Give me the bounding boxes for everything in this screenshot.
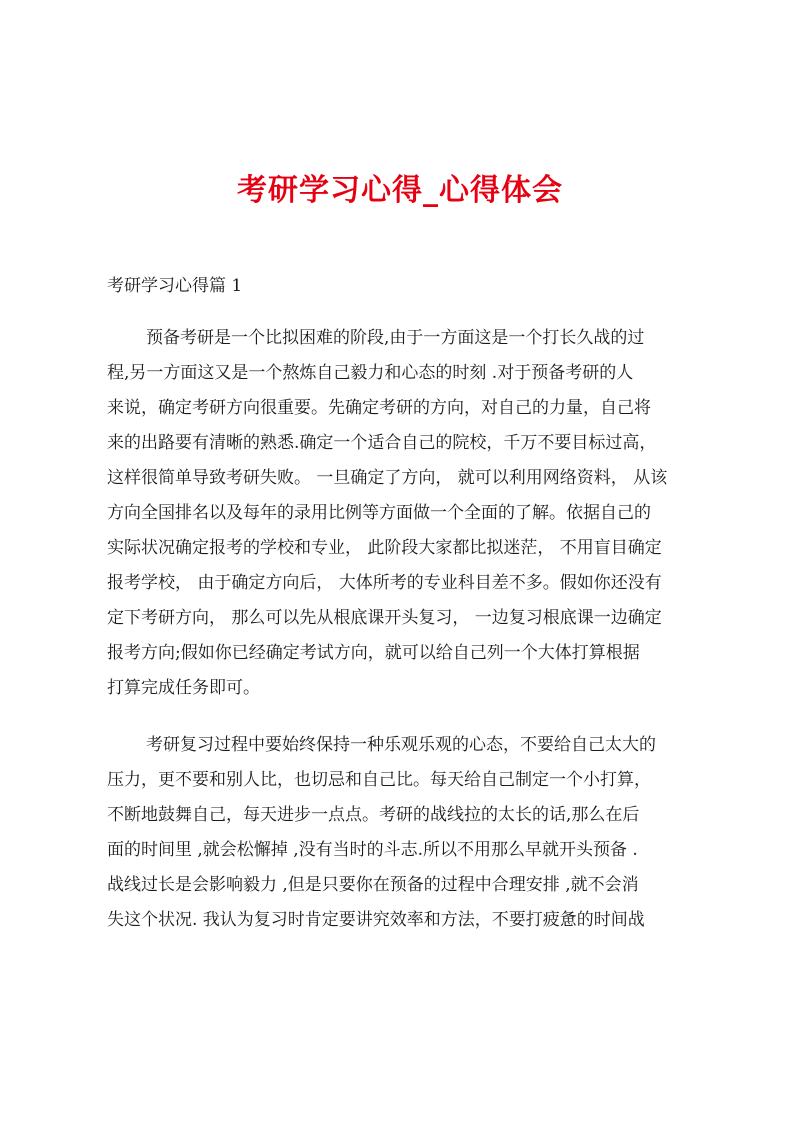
paragraph-line: 报考方向;假如你已经确定考试方向，就可以给自己列一个大体打算根据 xyxy=(107,643,640,663)
paragraph-line: 面的时间里 ,就会松懈掉 ,没有当时的斗志.所以不用那么早就开头预备 . xyxy=(107,840,638,860)
paragraph-line: 战线过长是会影响毅力 ,但是只要你在预备的过程中合理安排 ,就不会消 xyxy=(107,875,639,895)
paragraph-line: 压力，更不要和别人比，也切忌和自己比。每天给自己制定一个小打算， xyxy=(107,770,651,790)
section-heading: 考研学习心得篇 1 xyxy=(107,276,243,296)
paragraph-line: 预备考研是一个比拟困难的阶段,由于一方面这是一个打长久战的过 xyxy=(146,328,645,348)
paragraph-line: 失这个状况. 我认为复习时肯定要讲究效率和方法，不要打疲惫的时间战 xyxy=(107,910,645,930)
paragraph-line: 打算完成任务即可。 xyxy=(107,678,260,698)
paragraph-line: 来说，确定考研方向很重要。先确定考研的方向，对自己的力量，自己将 xyxy=(107,398,651,418)
paragraph-line: 程,另一方面这又是一个熬炼自己毅力和心态的时刻 .对于预备考研的人 xyxy=(107,363,634,383)
paragraph-line: 定下考研方向， 那么可以先从根底课开头复习， 一边复习根底课一边确定 xyxy=(107,608,662,628)
document-title: 考研学习心得_心得体会 xyxy=(237,173,563,208)
paragraph-line: 考研复习过程中要始终保持一种乐观乐观的心态，不要给自己太大的 xyxy=(146,735,656,755)
paragraph-line: 不断地鼓舞自己，每天进步一点点。考研的战线拉的太长的话,那么在后 xyxy=(107,805,640,825)
paragraph-line: 这样很简单导致考研失败。 一旦确定了方向， 就可以利用网络资料， 从该 xyxy=(107,468,668,488)
paragraph-line: 实际状况确定报考的学校和专业， 此阶段大家都比拟迷茫， 不用盲目确定 xyxy=(107,538,662,558)
paragraph-line: 方向全国排名以及每年的录用比例等方面做一个全面的了解。依据自己的 xyxy=(107,503,651,523)
paragraph-line: 报考学校， 由于确定方向后， 大体所考的专业科目差不多。假如你还没有 xyxy=(107,573,662,593)
paragraph-line: 来的出路要有清晰的熟悉.确定一个适合自己的院校，千万不要目标过高， xyxy=(107,433,657,453)
